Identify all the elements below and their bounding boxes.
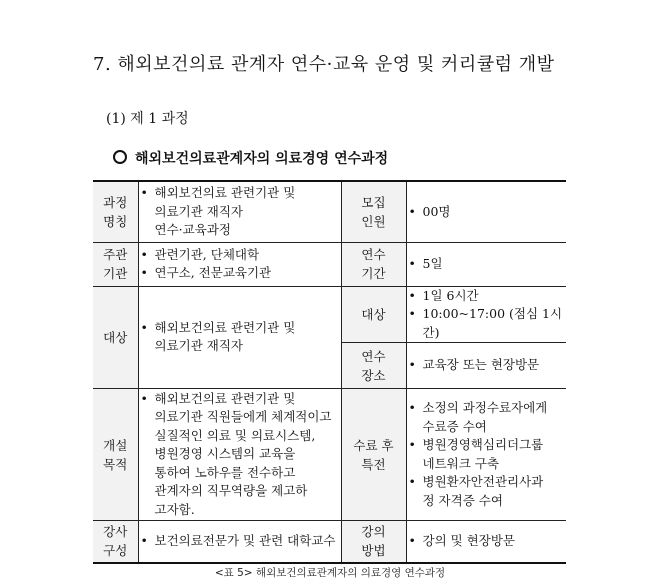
target-label: 대상 (93, 286, 138, 389)
duration-value (406, 242, 566, 286)
duration-label: 연수 기간 (341, 242, 406, 286)
course-title-text: 해외보건의료관계자의 의료경영 연수과정 (135, 151, 389, 167)
course-name-list (139, 184, 341, 240)
list-item-text: 10:00~17:00 (점심 1시간) (422, 306, 563, 340)
list-item-text: 교육장 또는 현장방문 (422, 357, 540, 373)
instructor-list (139, 532, 341, 551)
bullet-icon: • (140, 265, 148, 280)
list-item (407, 255, 567, 274)
list-item (407, 287, 567, 306)
bullet-icon: • (140, 246, 148, 262)
table-row (93, 181, 566, 242)
target-value (138, 286, 341, 389)
recruit-value (406, 181, 566, 242)
method-value (406, 521, 566, 563)
list-item-text: 강의 및 현장방문 (422, 533, 515, 548)
completion-label: 수료 후 특전 (341, 389, 406, 521)
list-item (407, 532, 567, 551)
bullet-icon: • (408, 287, 416, 303)
list-item-text: 연구소, 전문교육기관 (154, 265, 272, 280)
host-label: 주관 기관 (93, 242, 138, 286)
bullet-icon: • (140, 533, 148, 548)
list-item (407, 473, 567, 510)
list-item (139, 532, 341, 551)
bullet-icon: • (408, 255, 416, 271)
table-row (93, 521, 566, 563)
bullet-icon: • (140, 390, 148, 406)
host-value (138, 242, 341, 286)
course-title (113, 148, 388, 168)
completion-list (407, 399, 567, 510)
list-item-text: 소정의 과정수료자에게 수료증 수여 (422, 400, 548, 434)
section-heading: 7. 해외보건의료 관계자 연수·교육 운영 및 커리큘럼 개발 (93, 54, 555, 75)
recruit-list (407, 203, 567, 222)
bullet-icon: • (408, 437, 416, 452)
list-item-text: 보건의료전문가 및 관련 대학교수 (154, 533, 336, 548)
place-list (407, 356, 567, 375)
schedule-label: 대상 (341, 286, 406, 343)
bullet-icon: • (408, 203, 416, 219)
purpose-label: 개설 목적 (93, 389, 138, 521)
list-item (139, 246, 341, 265)
schedule-value (406, 286, 566, 343)
table-row (93, 242, 566, 286)
list-item (407, 356, 567, 375)
method-label: 강의 방법 (341, 521, 406, 563)
subsection-heading: (1) 제 1 과정 (106, 111, 189, 127)
list-item (139, 184, 341, 240)
bullet-icon: • (140, 185, 148, 200)
list-item-text: 5일 (422, 255, 443, 271)
bullet-icon: • (408, 474, 416, 489)
list-item (139, 264, 341, 283)
list-item-text: 해외보건의료 관련기관 및 의료기관 직원들에게 체계적이고 실질적인 의료 및 의료시스템, 병원경영 시스템의 교육을 통하여 노하우를 전수하고 관계자의 직무역량을 제고하 고자함. (154, 390, 332, 517)
bullet-icon: • (408, 533, 416, 548)
recruit-label: 모집 인원 (341, 181, 406, 242)
bullet-icon: • (408, 400, 416, 415)
bullet-icon: • (140, 319, 148, 335)
method-list (407, 532, 567, 551)
place-value (406, 343, 566, 389)
list-item (407, 399, 567, 436)
list-item-text: 해외보건의료 관련기관 및 의료기관 재직자 연수·교육과정 (154, 185, 296, 237)
list-item (407, 203, 567, 222)
duration-list (407, 255, 567, 274)
place-label: 연수 장소 (341, 343, 406, 389)
table-row (93, 389, 566, 521)
course-name-label: 과정 명칭 (93, 181, 138, 242)
host-list (139, 246, 341, 283)
purpose-value (138, 389, 341, 521)
list-item (407, 436, 567, 473)
instructor-label: 강사 구성 (93, 521, 138, 563)
list-item (139, 390, 341, 520)
bullet-icon: • (408, 357, 416, 373)
table-row (93, 286, 566, 343)
purpose-list (139, 390, 341, 520)
list-item-text: 00명 (422, 203, 451, 219)
course-info-table (93, 180, 566, 564)
open-circle-bullet-icon (113, 150, 127, 164)
table-caption: <표 5> 해외보건의료관계자의 의료경영 연수과정 (214, 567, 446, 579)
list-item-text: 병원환자안전관리사과 정 자격증 수여 (422, 474, 544, 508)
list-item (139, 319, 341, 356)
completion-value (406, 389, 566, 521)
target-list (139, 319, 341, 356)
list-item-text: 병원경영핵심리더그룹 네트워크 구축 (422, 437, 544, 471)
list-item-text: 해외보건의료 관련기관 및 의료기관 재직자 (154, 319, 296, 354)
course-name-value (138, 181, 341, 242)
list-item-text: 1일 6시간 (422, 287, 479, 303)
list-item (407, 305, 567, 342)
list-item-text: 관련기관, 단체대학 (154, 246, 260, 262)
instructor-value (138, 521, 341, 563)
bullet-icon: • (408, 306, 416, 321)
schedule-list (407, 287, 567, 343)
